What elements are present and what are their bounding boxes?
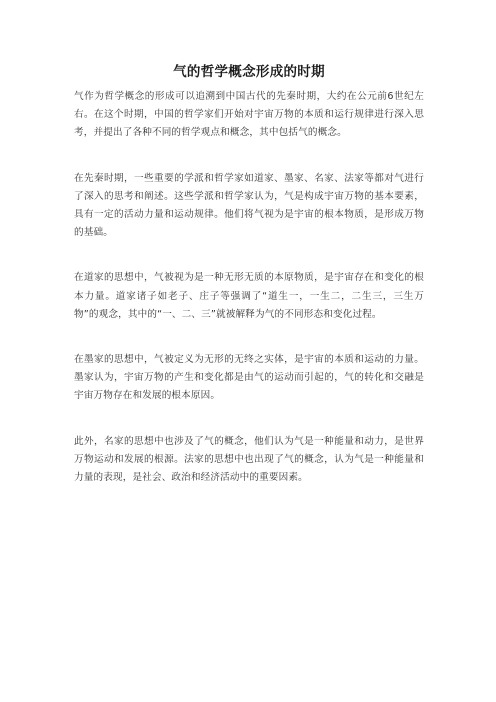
paragraph-1: 气作为哲学概念的形成可以追溯到中国古代的先秦时期，大约在公元前6世纪左右。在这个时期，中国的哲学家们开始对宇宙万物的本质和运行规律进行深入思考，并提出了各种不同的哲学观点和概念，其中包括气的概念。 — [74, 91, 424, 139]
paragraph-3: 在道家的思想中，气被视为是一种无形无质的本原物质，是宇宙存在和变化的根本力量。道家诸子如老子、庄子等强调了“道生一，一生二，二生三，三生万物”的观念，其中的“一、二、三”就被解释为气的不同形态和变化过程。 — [74, 272, 424, 320]
document-title: 气的哲学概念形成的时期 — [173, 64, 325, 80]
paragraph-4: 在墨家的思想中，气被定义为无形的无终之实体，是宇宙的本质和运动的力量。墨家认为，宇宙万物的产生和变化都是由气的运动而引起的，气的转化和交融是宇宙万物存在和发展的根本原因。 — [74, 354, 424, 402]
paragraph-2: 在先秦时期，一些重要的学派和哲学家如道家、墨家、名家、法家等都对气进行了深入的思考和阐述。这些学派和哲学家认为，气是构成宇宙万物的基本要素，具有一定的活动力量和运动规律。他们将气视为是宇宙的根本物质，是形成万物的基础。 — [74, 172, 424, 239]
document-page — [74, 62, 424, 514]
paragraph-5: 此外，名家的思想中也涉及了气的概念，他们认为气是一种能量和动力，是世界万物运动和发展的根源。法家的思想中也出现了气的概念，认为气是一种能量和力量的表现，是社会、政治和经济活动中的重要因素。 — [74, 435, 424, 484]
